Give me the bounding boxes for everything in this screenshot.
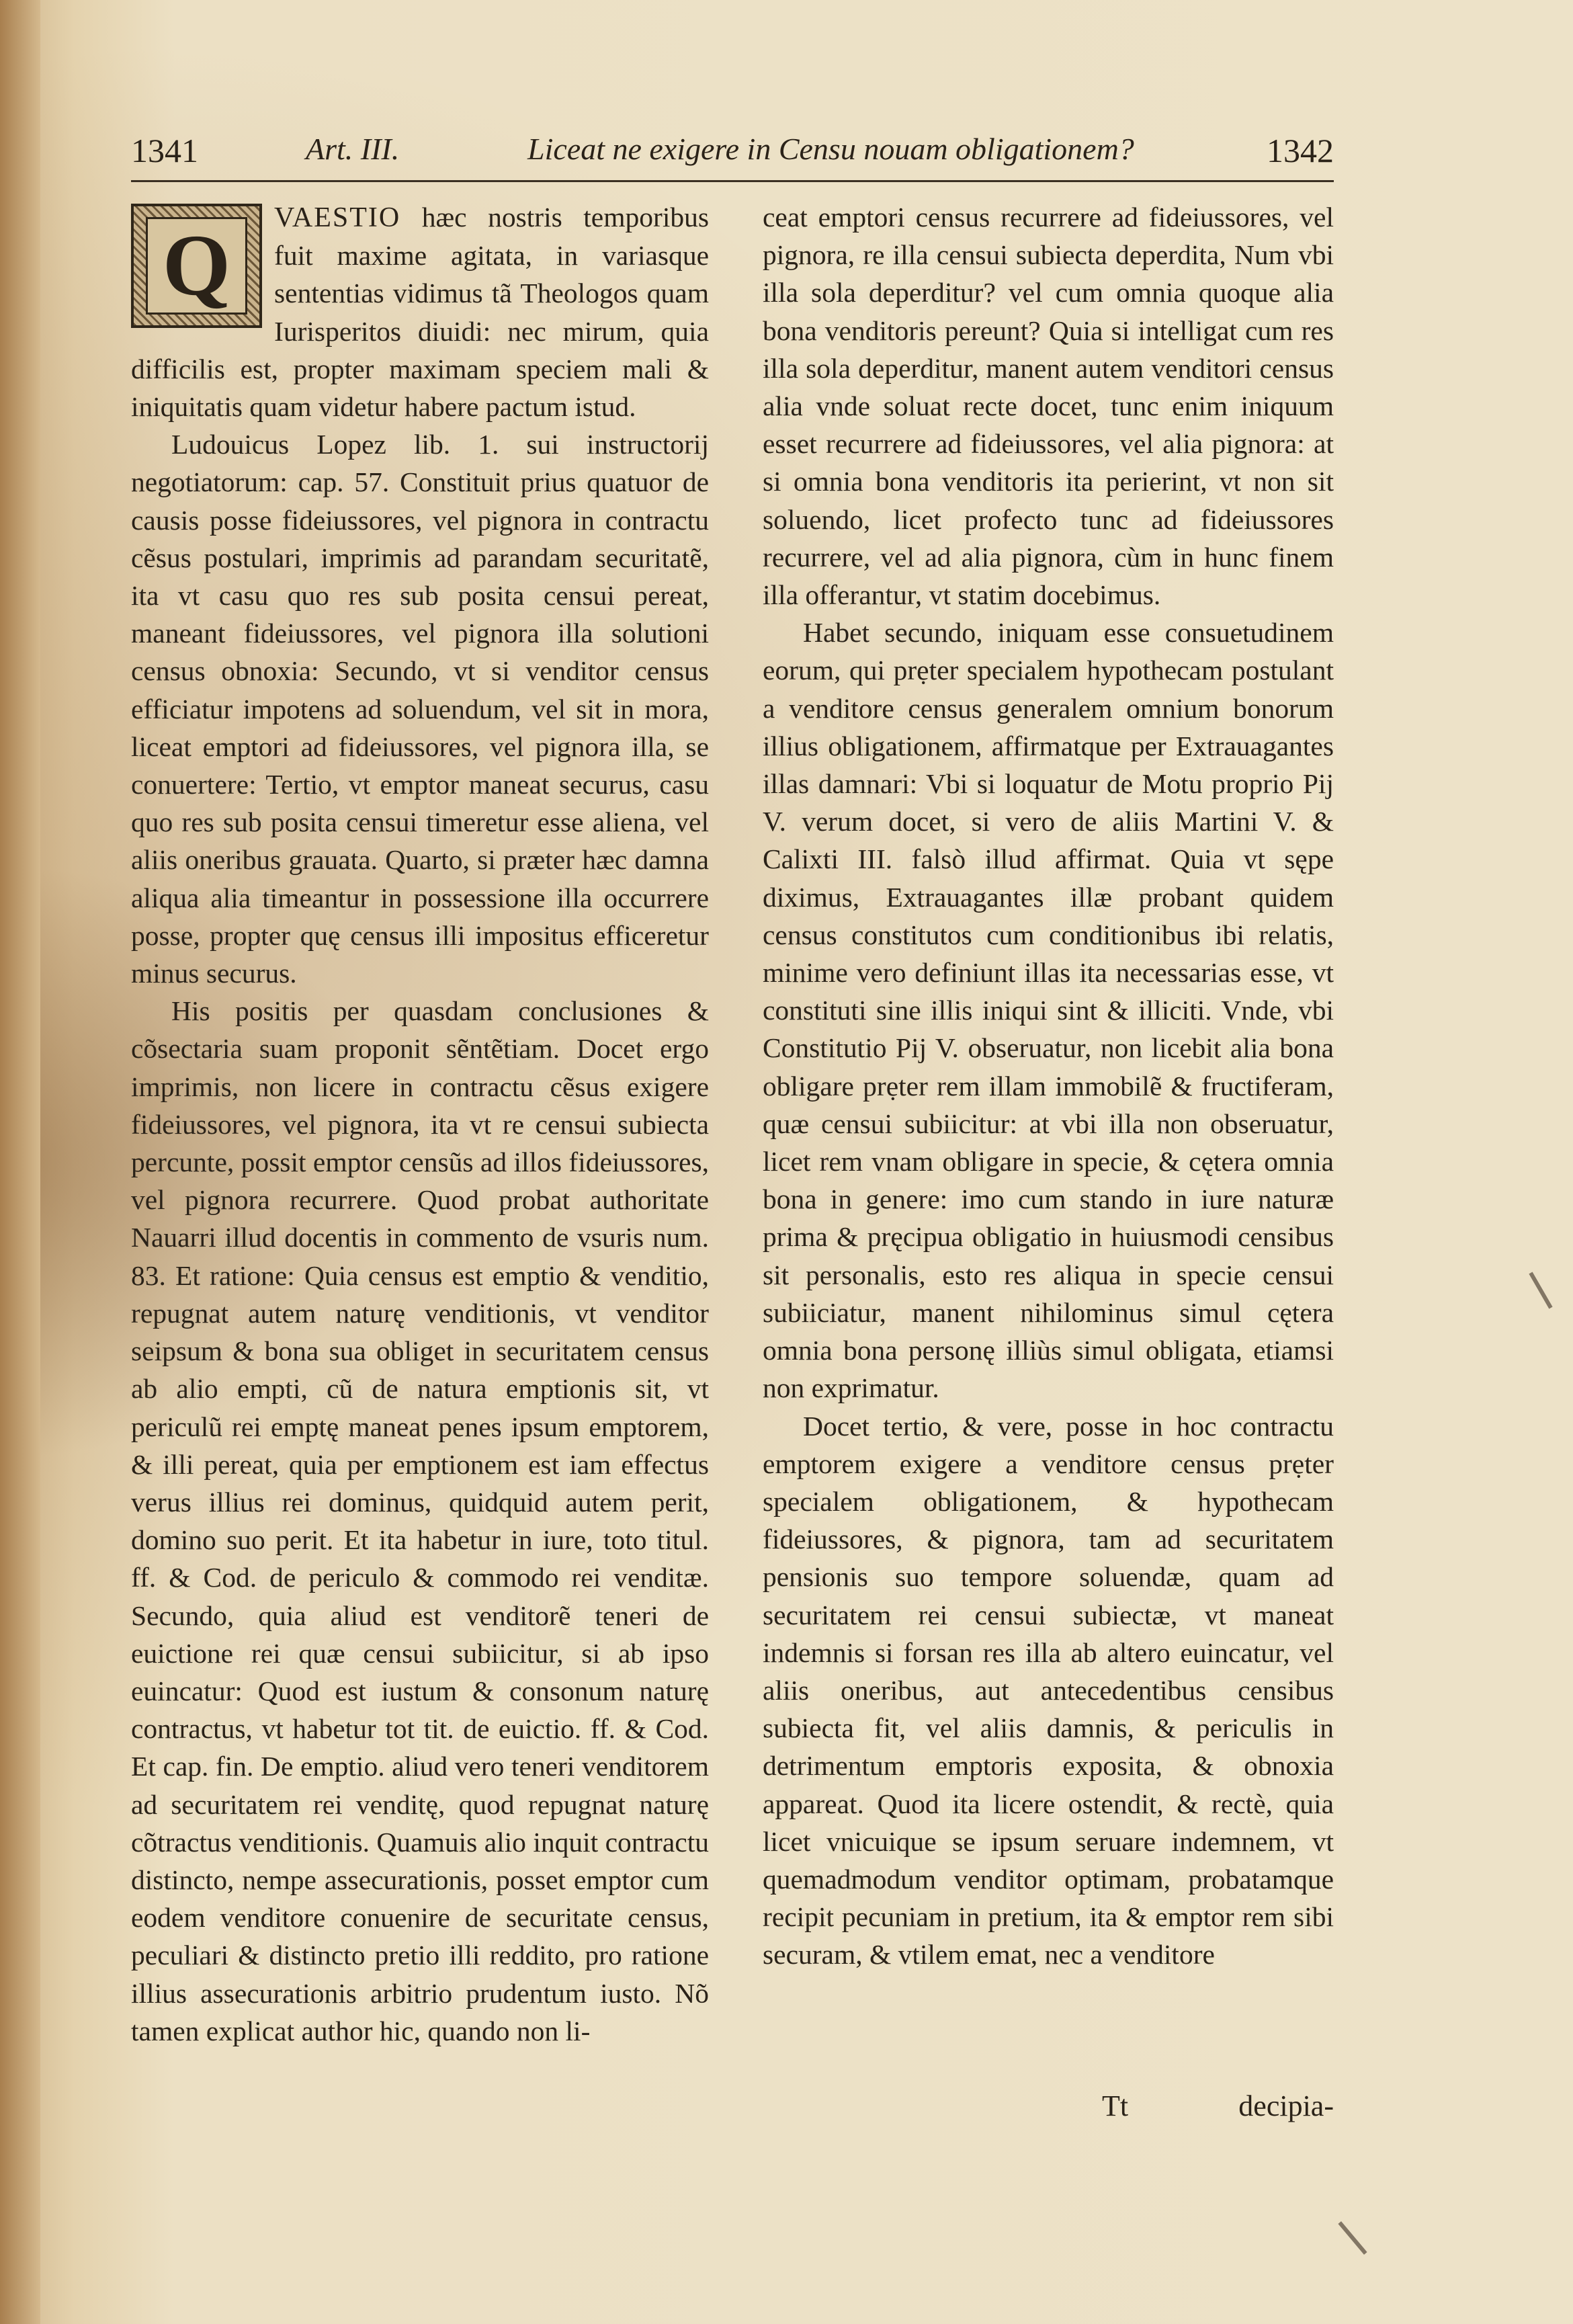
- paragraph: Docet tertio, & vere, posse in hoc contractu emptorem exigere a venditore census prẹter specialem obligationem, & hypothecam fideiussores, & pignora, tam ad securitatem pensionis suo tempore soluendæ, quam ad securitatem rei censui subiectæ, vt maneat indemnis si forsan res illa ab altero euincatur, vel aliis oneribus, aut antecedentibus censibus subiecta fit, vel aliis damnis, & periculis in detrimentum emptoris exposita, & obnoxia appareat. Quod ita licere ostendit, & rectè, quia licet vnicuique se ipsum seruare indemnem, vt quemadmodum venditor optimam, probatamque recipit pecuniam in pretium, ita & emptor rem sibi securam, & vtilem emat, nec a venditore: [763, 1410, 1334, 1970]
- ink-mark: [1529, 1272, 1552, 1309]
- paragraph: ceat emptori census recurrere ad fideiussores, vel pignora, re illa censui subiecta deperdita, Num vbi illa sola deperditur? vel cum omnia quoque alia bona venditoris pereunt? Quia si intelligat cum res illa sola deperditur, manent autem venditori census alia vnde soluat recte docet, tunc enim iniquum esset recurrere ad fideiussores, vel alia pignora: at si omnia bona venditoris ita perierint, vt non sit soluendo, licet profecto tunc ad fideiussores recurrere, vel ad alia pignora, cùm in hunc finem illa offerantur, vt statim docebimus.: [763, 202, 1334, 611]
- right-page-number: 1342: [1267, 132, 1334, 169]
- article-label: Art. III.: [306, 132, 400, 166]
- paragraph: Ludouicus Lopez lib. 1. sui instructorij negotiatorum: cap. 57. Constituit prius quatuor de causis posse fideiussores, vel pignora in contractu cẽsus postulari, imprimis ad parandam securitatẽ, ita vt casu quo res sub posita censui pereat, maneant fideiussores, vel pignora illa solutioni census obnoxia: Secundo, vt si venditor census efficiatur impotens ad soluendum, vel sit in mora, liceat emptori ad fideiussores, vel pignora illa, se conuertere: Tertio, vt emptor maneat securus, casu quo res sub posita censui timeretur esse aliena, vel aliis oneribus grauata. Quarto, si præter hæc damna aliqua alia timeantur in possessione illa occurrere posse, propter quę census illi impositus efficeretur minus securus.: [131, 429, 709, 989]
- ink-mark: [1338, 2221, 1367, 2255]
- page-gutter: [0, 0, 40, 2324]
- right-column: [763, 198, 1334, 1974]
- decorated-initial: [131, 204, 262, 328]
- paragraph-text: hæc nostris temporibus fuit maxime agitata, in variasque sententias vidimus tã Theologos quam Iurisperitos diuidi: nec mirum, quia difficilis est, propter maximam speciem mali & iniquitatis quam videtur habere pactum istud.: [131, 202, 709, 423]
- page-footer: [763, 2089, 1334, 2129]
- header-rule: [131, 180, 1334, 182]
- left-column: [131, 198, 709, 2050]
- running-header: [131, 131, 1334, 178]
- opening-word: VAESTIO: [274, 202, 401, 233]
- running-title: Liceat ne exigere in Censu nouam obligationem?: [527, 132, 1134, 166]
- paragraph: Habet secundo, iniquam esse consuetudinem eorum, qui prẹter specialem hypothecam postulant a venditore census generalem omnium bonorum illius obligationem, affirmatque per Extrauagantes illas damnari: Vbi si loquatur de Motu proprio Pij V. verum docet, si vero de aliis Martini V. & Calixti III. falsò illud affirmat. Quia vt sępe diximus, Extrauagantes illæ probant quidem census constitutos cum conditionibus ibi relatis, minime vero definiunt illas ita necessarias esse, vt constituti sine illis iniqui sint & illiciti. Vnde, vbi Constitutio Pij V. obseruatur, non licebit alia bona obligare prẹter rem illam immobilẽ & fructiferam, quæ censui subiicitur: at vbi illa non obseruatur, licet rem vnam obligare in specie, & cętera omnia bona in genere: imo cum stando in iure naturæ prima & pręcipua obligatio in huiusmodi censibus sit personalis, esto res aliqua in specie censui subiiciatur, manent nihilominus simul cętera omnia bona personę illiùs simul obligata, etiamsi non exprimatur.: [763, 617, 1334, 1404]
- catchword: decipia-: [1238, 2089, 1334, 2122]
- signature-mark: Tt: [1102, 2089, 1129, 2122]
- paragraph: His positis per quasdam conclusiones & cõsectaria suam proponit sẽntẽtiam. Docet ergo imprimis, non licere in contractu cẽsus exigere fideiussores, vel pignora, ita vt re censui subiecta percunte, possit emptor censũs ad illos fideiussores, vel pignora recurrere. Quod probat authoritate Nauarri illud docentis in commento de vsuris num. 83. Et ratione: Quia census est emptio & venditio, repugnat autem naturę venditionis, vt venditor seipsum & bona sua obliget in securitatem census ab alio empti, cũ de natura emptionis sit, vt periculũ rei emptę maneat penes ipsum emptorem, & illi pereat, quia per emptionem est iam effectus verus illius rei dominus, quidquid autem perit, domino suo perit. Et ita habetur in iure, toto titul. ff. & Cod. de periculo & commodo rei venditæ. Secundo, quia aliud est venditorẽ teneri de euictione rei quæ censui subiicitur, si ab ipso euincatur: Quod est iustum & consonum naturę contractus, vt habetur tot tit. de euictio. ff. & Cod. Et cap. fin. De emptio. aliud vero teneri venditorem ad securitatem rei venditę, quod repugnat naturę cõtractus venditionis. Quamuis alio inquit contractu distincto, nempe assecurationis, posset emptor cum eodem venditore conuenire de securitate census, peculiari & distincto pretio illi reddito, pro ratione illius assecurationis arbitrio prudentum iusto. Nõ tamen explicat author hic, quando non li-: [131, 995, 709, 2046]
- left-page-number: 1341: [131, 132, 198, 169]
- initial-letter: Q: [146, 217, 247, 315]
